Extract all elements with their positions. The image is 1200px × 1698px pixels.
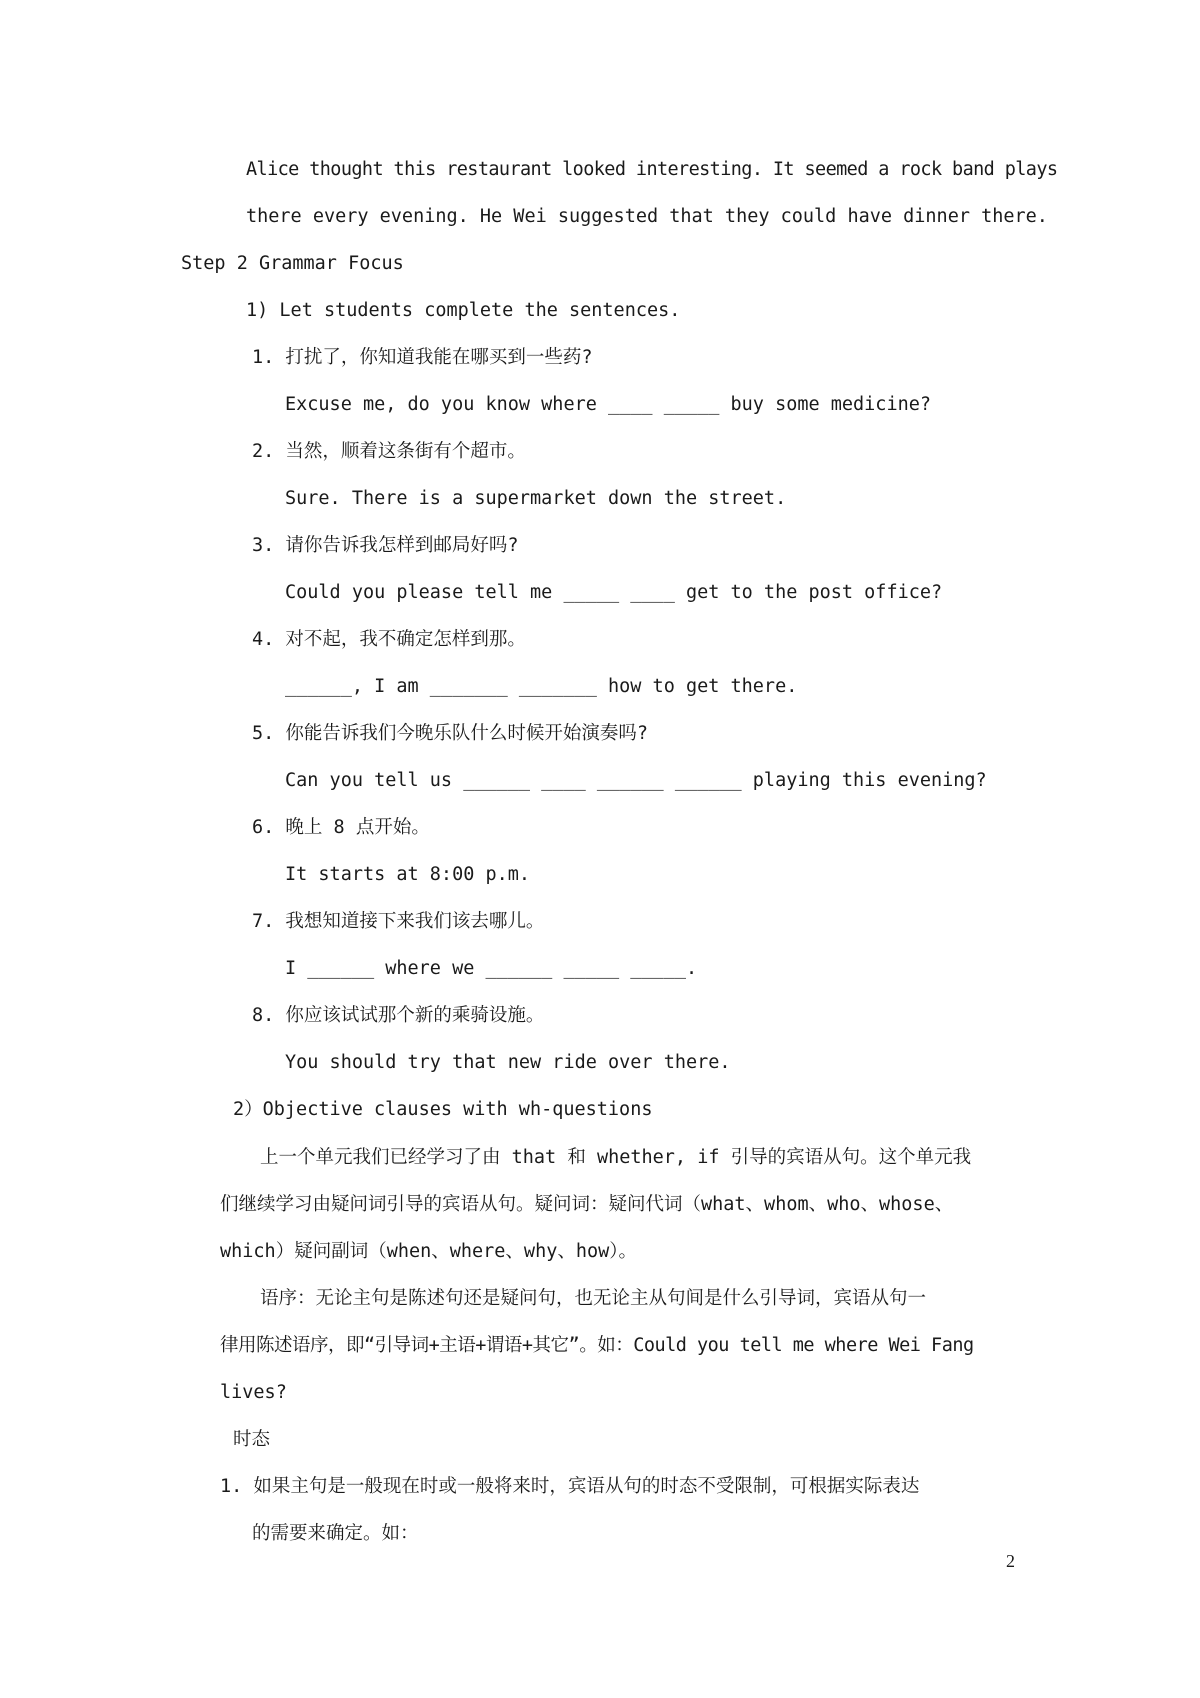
paragraph-2-line-2: 律用陈述语序，即“引导词+主语+谓语+其它”。如：Could you tell me where Wei Fang [220, 1335, 974, 1356]
item-7-chinese: 7. 我想知道接下来我们该去哪儿。 [252, 911, 545, 932]
item-7-english: I ______ where we ______ _____ _____. [285, 958, 698, 979]
item-6-chinese: 6. 晚上 8 点开始。 [252, 817, 430, 838]
item-6-english: It starts at 8:00 p.m. [285, 864, 531, 885]
page-number: 2 [1006, 1551, 1015, 1571]
tense-rule-line-2: 的需要来确定。如： [252, 1523, 419, 1544]
paragraph-1-line-2: 们继续学习由疑问词引导的宾语从句。疑问词：疑问代词（what、whom、who、whose、 [220, 1194, 954, 1215]
item-1-english: Excuse me, do you know where ____ _____ buy some medicine? [285, 394, 932, 415]
task-1-label: 1) Let students complete the sentences. [246, 300, 681, 321]
paragraph-1-line-1: 上一个单元我们已经学习了由 that 和 whether, if 引导的宾语从句。这个单元我 [260, 1147, 972, 1168]
tense-heading: 时态 [233, 1429, 271, 1450]
item-2-english: Sure. There is a supermarket down the street. [285, 488, 787, 509]
item-8-chinese: 8. 你应该试试那个新的乘骑设施。 [252, 1005, 545, 1026]
tense-rule-line-1: 1. 如果主句是一般现在时或一般将来时，宾语从句的时态不受限制，可根据实际表达 [220, 1476, 920, 1497]
paragraph-2-line-3: lives? [220, 1382, 287, 1403]
item-4-english: ______, I am _______ _______ how to get there. [285, 676, 798, 697]
intro-line-1: Alice thought this restaurant looked interesting. It seemed a rock band plays [246, 159, 1058, 180]
item-5-chinese: 5. 你能告诉我们今晚乐队什么时候开始演奏吗? [252, 723, 649, 744]
item-2-chinese: 2. 当然，顺着这条街有个超市。 [252, 441, 526, 462]
task-2-label: 2）Objective clauses with wh-questions [233, 1099, 653, 1120]
section-heading: Step 2 Grammar Focus [181, 253, 404, 274]
paragraph-1-line-3: which）疑问副词（when、where、why、how）。 [220, 1241, 638, 1262]
item-5-english: Can you tell us ______ ____ ______ ______ playing this evening? [285, 770, 987, 791]
item-8-english: You should try that new ride over there. [285, 1052, 731, 1073]
item-3-chinese: 3. 请你告诉我怎样到邮局好吗? [252, 535, 519, 556]
intro-line-2: there every evening. He Wei suggested that they could have dinner there. [246, 206, 1048, 227]
paragraph-2-line-1: 语序：无论主句是陈述句还是疑问句，也无论主从句间是什么引导词，宾语从句一 [260, 1288, 927, 1309]
item-3-english: Could you please tell me _____ ____ get to the post office? [285, 582, 943, 603]
item-1-chinese: 1. 打扰了，你知道我能在哪买到一些药? [252, 347, 593, 368]
item-4-chinese: 4. 对不起，我不确定怎样到那。 [252, 629, 526, 650]
